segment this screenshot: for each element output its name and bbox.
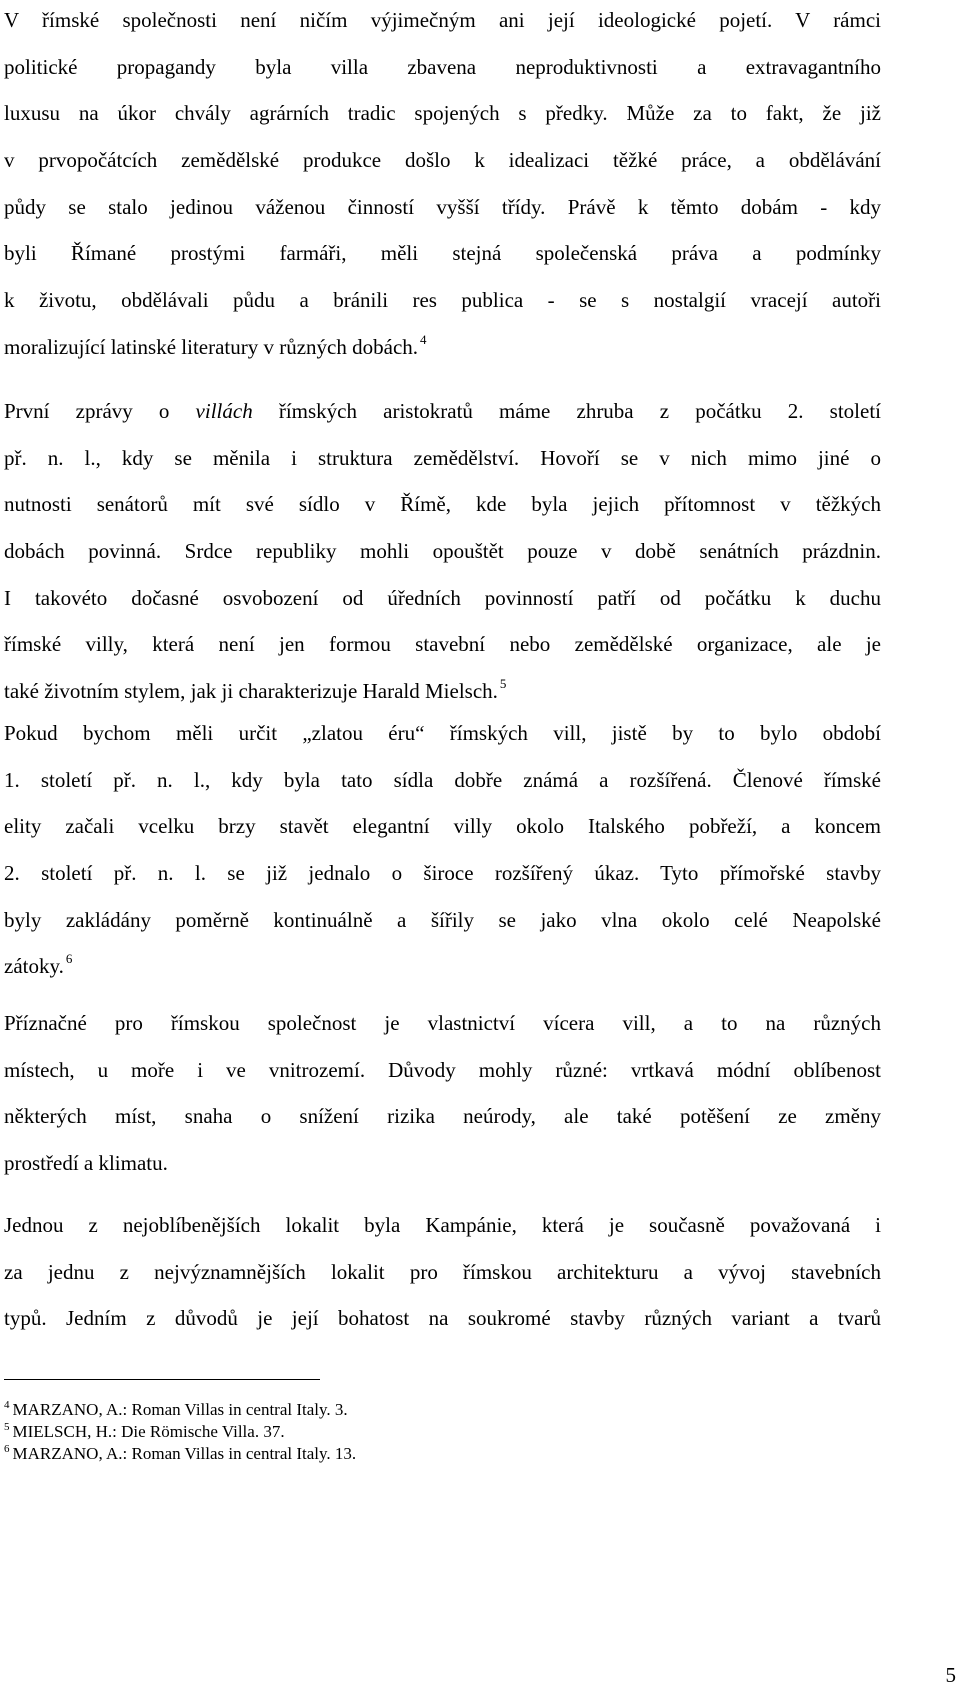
paragraph-1	[4, 0, 881, 371]
paragraph-4	[4, 1000, 881, 1187]
footnote-text: MIELSCH, H.: Die Römische Villa. 37.	[12, 1422, 285, 1441]
footnote-5	[4, 1422, 285, 1444]
text-line: k životu, obdělávali půdu a bránili res publica - se s nostalgií vracejí autoři	[4, 288, 881, 313]
italic-term: villách	[195, 399, 253, 423]
footnote-number: 5	[4, 1421, 10, 1433]
text-line: typů. Jedním z důvodů je její bohatost na soukromé stavby různých variant a tvarů	[4, 1306, 881, 1331]
text-line: V římské společnosti není ničím výjimečným ani její ideologické pojetí. V rámci	[4, 8, 881, 32]
paragraph-5	[4, 1202, 881, 1342]
text-fragment: První zprávy o	[4, 399, 170, 423]
paragraph-2	[4, 388, 881, 715]
footnote-separator	[4, 1379, 320, 1380]
text-fragment: římských aristokratů máme zhruba z počátku 2. století	[278, 399, 882, 423]
footnote-number: 4	[4, 1399, 10, 1411]
text-line: byly zakládány poměrně kontinuálně a šířily se jako vlna okolo celé Neapolské	[4, 907, 881, 932]
text-line	[4, 668, 881, 715]
text-line-content: zátoky.	[4, 954, 64, 979]
text-line: Jednou z nejoblíbenějších lokalit byla Kampánie, která je současně považovaná i	[4, 1213, 881, 1237]
page-number: 5	[945, 1663, 956, 1687]
text-line: místech, u moře i ve vnitrozemí. Důvody mohly různé: vrtkavá módní oblíbenost	[4, 1057, 881, 1082]
text-line: římské villy, která není jen formou stavební nebo zemědělské organizace, ale je	[4, 632, 881, 657]
text-line: nutnosti senátorů mít své sídlo v Římě, kde byla jejich přítomnost v těžkých	[4, 492, 881, 517]
paragraph-3	[4, 710, 881, 990]
text-line	[4, 324, 881, 371]
text-line: byli Římané prostými farmáři, měli stejná společenská práva a podmínky	[4, 241, 881, 266]
text-line: 1. století př. n. l., kdy byla tato sídla dobře známá a rozšířená. Členové římské	[4, 767, 881, 792]
footnote-ref: 4	[420, 331, 427, 347]
footnote-ref: 5	[499, 676, 507, 692]
text-line: luxusu na úkor chvály agrárních tradic spojených s předky. Může za to fakt, že již	[4, 101, 881, 126]
text-line-content: moralizující latinské literatury v různých dobách.	[4, 334, 419, 359]
text-line-content: také životním stylem, jak ji charakterizuje Harald Mielsch.	[4, 679, 498, 704]
text-line	[4, 388, 881, 435]
text-line: Pokud bychom měli určit „zlatou éru“ římských vill, jistě by to bylo období	[4, 721, 881, 745]
text-line: půdy se stalo jedinou váženou činností vyšší třídy. Právě k těmto dobám - kdy	[4, 194, 881, 219]
text-line: 2. století př. n. l. se již jednalo o široce rozšířený úkaz. Tyto přímořské stavby	[4, 861, 881, 886]
text-line: Příznačné pro římskou společnost je vlastnictví vícera vill, a to na různých	[4, 1011, 881, 1035]
text-line: některých míst, snaha o snížení rizika neúrody, ale také potěšení ze změny	[4, 1104, 881, 1129]
text-line: př. n. l., kdy se měnila i struktura zemědělství. Hovoří se v nich mimo jiné o	[4, 445, 881, 470]
footnote-text: MARZANO, A.: Roman Villas in central Italy. 3.	[12, 1400, 348, 1419]
footnote-4	[4, 1400, 348, 1422]
text-line: prostředí a klimatu.	[4, 1151, 168, 1176]
text-line: za jednu z nejvýznamnějších lokalit pro římskou architekturu a vývoj stavebních	[4, 1259, 881, 1284]
text-line: I takovéto dočasné osvobození od úředních povinností patří od počátku k duchu	[4, 585, 881, 610]
footnote-ref: 6	[65, 951, 73, 967]
text-line: politické propagandy byla villa zbavena neproduktivnosti a extravagantního	[4, 54, 881, 79]
footnote-6	[4, 1444, 356, 1466]
text-line: dobách povinná. Srdce republiky mohli opouštět pouze v době senátních prázdnin.	[4, 539, 881, 564]
footnote-number: 6	[4, 1443, 10, 1455]
footnote-text: MARZANO, A.: Roman Villas in central Italy. 13.	[12, 1444, 357, 1463]
text-line: v prvopočátcích zemědělské produkce došlo k idealizaci těžké práce, a obdělávání	[4, 148, 881, 173]
text-line: elity začali vcelku brzy stavět elegantní villy okolo Italského pobřeží, a koncem	[4, 814, 881, 839]
text-line	[4, 943, 881, 990]
